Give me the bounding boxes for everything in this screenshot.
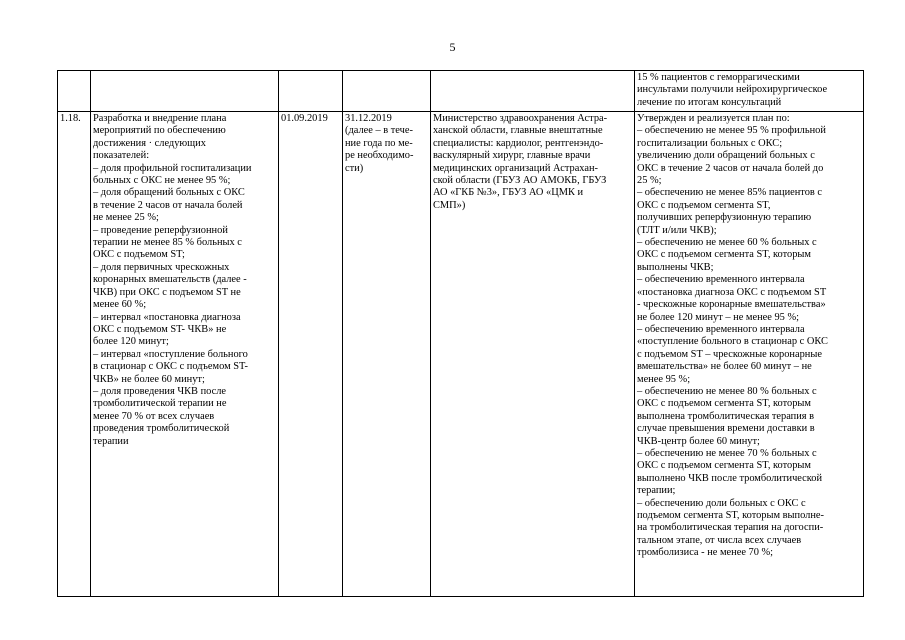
cell-executors [431,112,635,597]
text-line: терапии не менее 85 % больных с [93,237,242,249]
text-line: – обеспечению временного интервала [637,274,805,286]
text-line: менее 60 %; [93,299,147,311]
text-line: Утвержден и реализуется план по: [637,113,790,124]
text-line: больных с ОКС не менее 95 %; [93,175,231,187]
text-line: – обеспечению не менее 85% пациентов с [637,187,823,199]
text-line: с подъемом ST – чрескожные коронарные [637,348,822,360]
text-line: проведения тромболитической [93,423,230,435]
text-line: лечение по итогам консультаций [637,96,782,108]
text-line: терапии [93,435,129,447]
text-line: вмешательства» не более 60 минут – не [637,361,812,373]
text-line: «поступление больного в стационар с ОКС [637,336,828,348]
text-line: – проведение реперфузионной [93,224,228,236]
text-line: терапии; [637,485,676,497]
text-line: увеличению доли обращений больных с [637,150,815,162]
text-line: – обеспечению доли больных с ОКС с [637,497,806,509]
cell-description [91,112,279,597]
text-line: ОКС с подъемом сегмента ST, которым [637,460,811,472]
page-number: 5 [449,40,456,54]
text-line: – доля обращений больных с ОКС [93,187,245,199]
cell-row-number: 1.18. [58,112,91,597]
text-line: 25 %; [637,175,662,187]
text-line: на тромболитическая терапия на догоспи- [637,522,824,534]
cell-result [635,112,864,597]
text-line: в стационар с ОКС с подъемом ST- [93,361,248,373]
text-line: более 120 минут; [93,336,169,348]
text-line: ОКС с подъемом сегмента ST, которым [637,249,811,261]
text-line: ние года по ме- [345,137,413,149]
text-line: АО «ГКБ №3», ГБУЗ АО «ЦМК и [433,187,584,199]
text-line: – доля проведения ЧКВ после [93,385,227,397]
text-line: менее 95 %; [637,373,691,385]
text-line: сти) [345,162,364,174]
text-line: – интервал «поступление больного [93,348,248,360]
cell-start-date: 01.09.2019 [279,112,343,597]
text-line: ЧКВ» не более 60 минут; [93,373,205,385]
text-line: ской области (ГБУЗ АО АМОКБ, ГБУЗ [433,175,607,187]
text-line: ЧКВ-центр более 60 минут; [637,435,760,447]
cell-start-empty [279,71,343,112]
text-line: ОКС с подъемом сегмента ST, [637,199,771,211]
text-line: – обеспечению не менее 80 % больных с [637,385,817,397]
text-line: ОКС с подъемом ST; [93,249,185,261]
text-line: «постановка диагноза ОКС с подъемом ST [637,286,827,298]
text-line: (далее – в тече- [345,125,413,137]
text-line: инсультами получили нейрохирургическое [637,84,828,96]
text-line: – обеспечению не менее 60 % больных с [637,237,817,249]
text-line: (ТЛТ и/или ЧКВ); [637,224,717,236]
text-line: тромболизиса - не менее 70 %; [637,547,774,559]
text-line: тальном этапе, от числа всех случаев [637,534,802,546]
text-line: - чрескожные коронарные вмешательства» [637,299,826,311]
text-line: выполнено ЧКВ после тромболитической [637,472,823,484]
text-line: не менее 25 %; [93,212,159,224]
text-line: госпитализации больных с ОКС; [637,137,783,149]
cell-result-continued [635,71,864,112]
text-line: случае превышения времени доставки в [637,423,815,435]
text-line: менее 70 % от всех случаев [93,410,215,422]
text-line: ОКС с подъемом сегмента ST, которым [637,398,811,410]
cell-num-empty [58,71,91,112]
text-line: – обеспечению не менее 95 % профильной [637,125,826,137]
text-line: 15 % пациентов с геморрагическими [637,72,800,83]
text-line: ОКС с подъемом ST- ЧКВ» не [93,323,227,335]
text-line: в течение 2 часов от начала болей [93,199,243,211]
text-line: достижения · следующих [93,137,206,149]
text-line: – обеспечению временного интервала [637,323,805,335]
plan-table [57,70,864,597]
table-row [58,112,864,597]
cell-executors-empty [431,71,635,112]
text-line: ЧКВ) при ОКС с подъемом ST не [93,286,241,298]
text-line: – доля первичных чрескожных [93,261,230,273]
cell-description-empty [91,71,279,112]
text-line: 31.12.2019 [345,113,392,124]
text-line: подъемом сегмента ST, которым выполне- [637,510,824,521]
text-line: получивших реперфузионную терапию [637,212,812,224]
text-line: выполнена тромболитическая терапия в [637,410,815,422]
text-line: – интервал «постановка диагноза [93,311,241,323]
text-line: СМП») [433,199,466,211]
text-line: – обеспечению не менее 70 % больных с [637,447,817,459]
text-line: тромболитической терапии не [93,398,227,410]
cell-end-date [343,112,431,597]
text-line: мероприятий по обеспечению [93,125,226,137]
text-line: Министерство здравоохранения Астра- [433,113,608,124]
text-line: выполнены ЧКВ; [637,261,714,273]
text-line: коронарных вмешательств (далее - [93,274,247,286]
text-line: васкулярный хирург, главные врачи [433,150,591,162]
text-line: специалисты: кардиолог, рентгенэндо- [433,137,604,149]
text-line: ОКС в течение 2 часов от начала болей до [637,162,824,174]
text-line: показателей: [93,150,150,162]
text-line: ханской области, главные внештатные [433,125,603,137]
text-line: Разработка и внедрение плана [93,113,227,124]
text-line: ре необходимо- [345,150,414,162]
table-row-continued [58,71,864,112]
text-line: не более 120 минут – не менее 95 %; [637,311,799,323]
text-line: медицинских организаций Астрахан- [433,162,598,174]
text-line: – доля профильной госпитализации [93,162,252,174]
cell-end-empty [343,71,431,112]
